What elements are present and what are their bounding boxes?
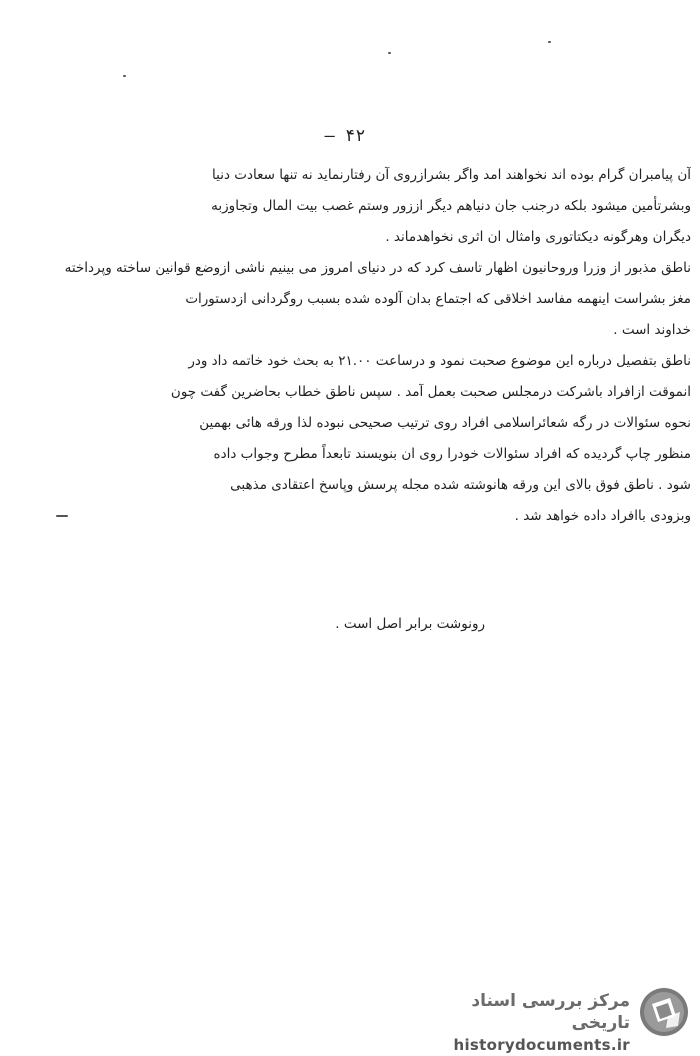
body-line: نحوه سئوالات در رگه شعائراسلامی افراد روی ترتیب صحیحی نبوده لذا ورقه هائی بهمین — [199, 415, 691, 431]
watermark — [408, 986, 690, 1054]
scan-speck — [123, 75, 126, 77]
certification-note: رونوشت برابر اصل است . — [335, 616, 485, 632]
body-line: ناطق مذبور از وزرا وروحانیون اظهار تاسف کرد که در دنیای امروز می بینیم ناشی ازوضع قوانین ساخته وپرداخته — [64, 260, 691, 276]
body-line: شود . ناطق فوق بالای این ورقه هانوشته شده مجله پرسش وپاسخ اعتقادی مذهبی — [230, 477, 691, 493]
body-line: ناطق بتفصیل درباره این موضوع صحبت نمود و درساعت ۲۱.۰۰ به بحث خود خاتمه داد ودر — [188, 353, 691, 369]
body-line: منظور چاپ گردیده که افراد سئوالات خودرا روی ان بنویسند تابعداً مطرح وجواب داده — [213, 446, 691, 462]
body-line: وبزودی باافراد داده خواهد شد . — [514, 508, 691, 524]
watermark-url: historydocuments.ir — [453, 1036, 630, 1054]
scan-speck — [548, 41, 551, 43]
page-number: — ۴۲ — [324, 126, 366, 146]
body-line: خداوند است . — [613, 322, 691, 338]
body-line: دیگران وهرگونه دیکتاتوری وامثال ان اثری نخواهدماند . — [385, 229, 691, 245]
watermark-text — [408, 990, 630, 1056]
body-line: انموقت ازافراد باشرکت درمجلس صحبت بعمل آمد . سپس ناطق خطاب بحاضرین گفت چون — [170, 384, 691, 400]
archive-logo-icon — [638, 986, 690, 1038]
body-line: مغز بشراست اینهمه مفاسد اخلاقی که اجتماع بدان آلوده شده بسبب روگردانی ازدستورات — [185, 291, 691, 307]
scan-speck — [388, 52, 391, 54]
document-body — [55, 160, 691, 532]
body-line: وبشرتأمین میشود بلکه درجنب جان دنیاهم دیگر اززور وستم غصب بیت المال وتجاوزبه — [211, 198, 691, 214]
watermark-title: مرکز بررسی اسناد تاریخی — [471, 991, 630, 1033]
body-line: آن پیامبران گرام بوده اند نخواهند امد واگر بشرازروی آن رفتارنماید نه تنها سعادت دنیا — [212, 167, 691, 183]
